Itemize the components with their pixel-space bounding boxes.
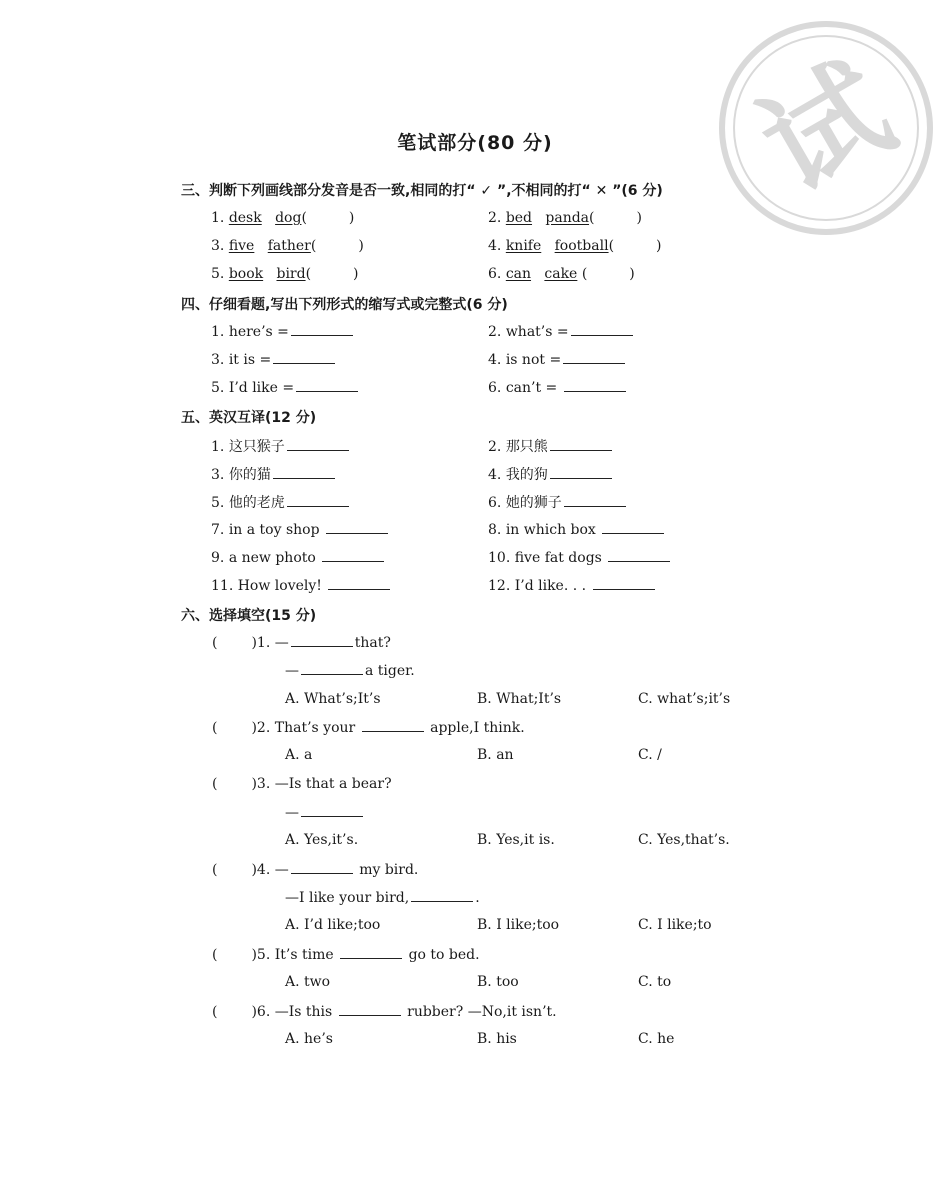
answer-blank bbox=[296, 379, 358, 392]
answer-blank bbox=[564, 494, 626, 507]
q4-option-c: C. I like;to bbox=[638, 917, 712, 933]
s4-item-5: 5. I’d like = bbox=[211, 379, 360, 396]
q5-option-b: B. too bbox=[477, 974, 519, 990]
s4-item-1: 1. here’s = bbox=[211, 323, 355, 340]
q5-option-c: C. to bbox=[638, 974, 672, 990]
answer-blank bbox=[291, 323, 353, 336]
section-6-heading: 六、选择填空(15 分) bbox=[181, 608, 317, 624]
q4-option-a: A. I’d like;too bbox=[285, 917, 381, 933]
answer-blank bbox=[273, 466, 335, 479]
q4-option-b: B. I like;too bbox=[477, 917, 560, 933]
answer-blank bbox=[563, 351, 625, 364]
s5-item-12: 12. I’d like. . . bbox=[488, 577, 657, 594]
s3-item-4: 4. knife football( ) bbox=[488, 238, 662, 254]
q3-line2: — bbox=[285, 804, 365, 821]
q3-stem: ( )3. —Is that a bear? bbox=[212, 776, 392, 792]
q6-option-c: C. he bbox=[638, 1031, 675, 1047]
section-4-heading: 四、仔细看题,写出下列形式的缩写式或完整式(6 分) bbox=[181, 297, 508, 313]
s5-item-2: 2. 那只熊 bbox=[488, 436, 614, 456]
q2-option-b: B. an bbox=[477, 747, 514, 763]
q1-option-b: B. What;It’s bbox=[477, 691, 562, 707]
s5-item-3: 3. 你的猫 bbox=[211, 464, 337, 484]
answer-blank bbox=[550, 438, 612, 451]
q4-line2: —I like your bird, . bbox=[285, 890, 480, 906]
answer-blank bbox=[301, 804, 363, 817]
s4-item-3: 3. it is = bbox=[211, 351, 337, 368]
s3-item-3: 3. five father( ) bbox=[211, 238, 364, 254]
s4-item-6: 6. can’t = bbox=[488, 379, 628, 396]
s5-item-7: 7. in a toy shop bbox=[211, 521, 390, 538]
s5-item-4: 4. 我的狗 bbox=[488, 464, 614, 484]
q3-option-c: C. Yes,that’s. bbox=[638, 832, 730, 848]
answer-blank bbox=[322, 549, 384, 562]
answer-blank bbox=[340, 946, 402, 959]
answer-blank bbox=[550, 466, 612, 479]
answer-blank bbox=[602, 521, 664, 534]
s5-item-8: 8. in which box bbox=[488, 521, 666, 538]
q2-option-a: A. a bbox=[285, 747, 313, 763]
q6-stem: ( )6. —Is this rubber? —No,it isn’t. bbox=[212, 1004, 557, 1020]
q1-stem: ( )1. — that? bbox=[212, 635, 391, 651]
s5-item-1: 1. 这只猴子 bbox=[211, 436, 351, 456]
s5-item-11: 11. How lovely! bbox=[211, 577, 392, 594]
s5-item-10: 10. five fat dogs bbox=[488, 549, 672, 566]
s3-item-5: 5. book bird( ) bbox=[211, 266, 359, 282]
watermark-char: 试 bbox=[740, 39, 914, 220]
q5-option-a: A. two bbox=[285, 974, 331, 990]
s3-item-6: 6. can cake ( ) bbox=[488, 266, 635, 282]
s5-item-5: 5. 他的老虎 bbox=[211, 492, 351, 512]
q6-option-b: B. his bbox=[477, 1031, 517, 1047]
section-5-heading: 五、英汉互译(12 分) bbox=[181, 410, 317, 426]
answer-blank bbox=[362, 719, 424, 732]
answer-blank bbox=[564, 379, 626, 392]
s3-item-2: 2. bed panda( ) bbox=[488, 210, 642, 226]
s3-item-1: 1. desk dog( ) bbox=[211, 210, 355, 226]
q3-option-a: A. Yes,it’s. bbox=[285, 832, 359, 848]
answer-blank bbox=[593, 577, 655, 590]
answer-blank bbox=[328, 577, 390, 590]
answer-blank bbox=[326, 521, 388, 534]
q1-option-c: C. what’s;it’s bbox=[638, 691, 731, 707]
answer-blank bbox=[273, 351, 335, 364]
answer-blank bbox=[339, 1003, 401, 1016]
answer-blank bbox=[571, 323, 633, 336]
answer-blank bbox=[287, 438, 349, 451]
answer-blank bbox=[301, 662, 363, 675]
q2-option-c: C. / bbox=[638, 747, 662, 763]
answer-blank bbox=[287, 494, 349, 507]
page-title: 笔试部分(80 分) bbox=[397, 132, 553, 154]
s4-item-4: 4. is not = bbox=[488, 351, 627, 368]
q6-option-a: A. he’s bbox=[285, 1031, 333, 1047]
q3-option-b: B. Yes,it is. bbox=[477, 832, 555, 848]
answer-blank bbox=[291, 861, 353, 874]
answer-blank bbox=[291, 634, 353, 647]
q4-stem: ( )4. — my bird. bbox=[212, 862, 419, 878]
q5-stem: ( )5. It’s time go to bed. bbox=[212, 947, 480, 963]
section-3-heading: 三、判断下列画线部分发音是否一致,相同的打“ ✓ ”,不相同的打“ ✕ ”(6 分) bbox=[181, 183, 663, 199]
answer-blank bbox=[608, 549, 670, 562]
q1-option-a: A. What’s;It’s bbox=[285, 691, 381, 707]
q2-stem: ( )2. That’s your apple,I think. bbox=[212, 720, 525, 736]
s5-item-9: 9. a new photo bbox=[211, 549, 386, 566]
s5-item-6: 6. 她的狮子 bbox=[488, 492, 628, 512]
q1-line2: — a tiger. bbox=[285, 663, 415, 679]
answer-blank bbox=[411, 889, 473, 902]
s4-item-2: 2. what’s = bbox=[488, 323, 635, 340]
